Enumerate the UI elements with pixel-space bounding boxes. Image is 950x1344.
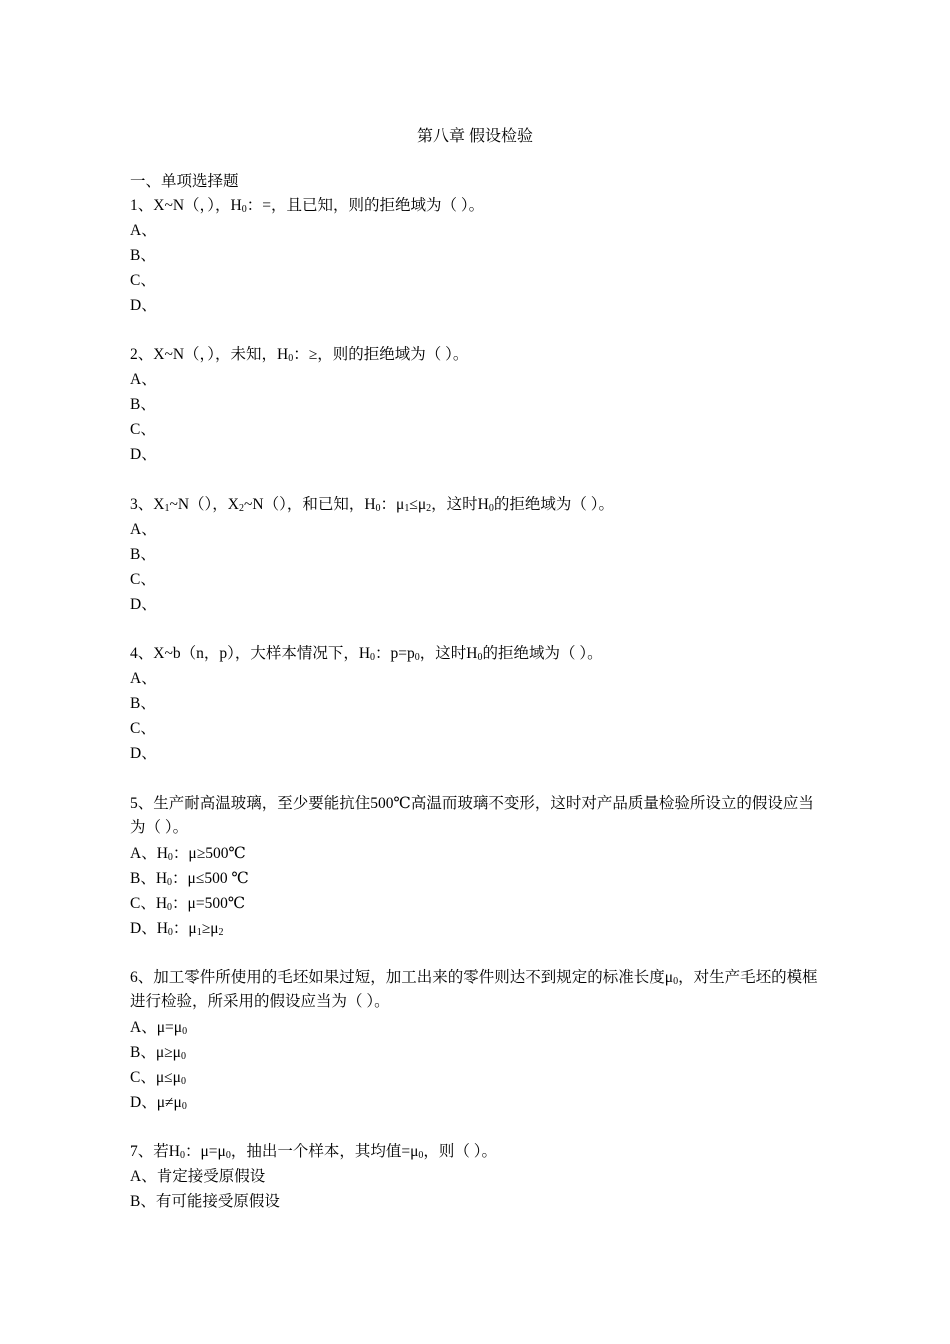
question-4-option-d: D、	[130, 745, 157, 762]
question-4-option-b: B、	[130, 695, 156, 712]
question-5-option-c: C、$H_0$：μ=500℃	[130, 895, 246, 913]
question-5-stem: 5、生产耐高温玻璃，至少要能抗住500℃高温而玻璃不变形，这时对产品质量检验所设立的假设应当为（ ）。	[130, 795, 814, 836]
question-4-stem: 4、X~b（n，p），大样本情况下，$H_0$：$p=p_0$，这时$H_0$的拒绝域为（ ）。	[130, 645, 603, 663]
question-4-option-a: A、	[130, 670, 157, 687]
chapter-title: 第八章 假设检验	[416, 128, 533, 145]
question-3-option-a: A、	[130, 521, 157, 538]
question-1-option-d: D、	[130, 297, 157, 314]
question-2-option-a: A、	[130, 371, 157, 388]
question-3-option-c: C、	[130, 571, 156, 588]
question-5-option-b: B、$H_0$：μ≤500 ℃	[130, 870, 249, 888]
question-5-option-d: D、$H_0$：$\mu_1\ge\mu_2$	[130, 920, 224, 938]
question-6-stem: 6、加工零件所使用的毛坯如果过短，加工出来的零件则达不到规定的标准长度$\mu_0$，对生产毛坯的模框进行检验，所采用的假设应当为（ ）。	[130, 969, 818, 1010]
question-6-option-a: A、$\mu=\mu_0$	[130, 1019, 188, 1037]
section-heading: 一、单项选择题	[130, 173, 239, 190]
question-4-option-c: C、	[130, 720, 156, 737]
question-2-option-d: D、	[130, 446, 157, 463]
question-6-option-b: B、$\mu\ge\mu_0$	[130, 1044, 186, 1062]
question-3-stem: 3、$X_1\sim N()$，$X_2\sim N()$，和已知，$H_0$：$\mu_1\le\mu_2$，这时$H_0$的拒绝域为（ ）。	[130, 496, 614, 514]
question-1-option-a: A、	[130, 222, 157, 239]
question-5-option-a: A、$H_0$：μ≥500℃	[130, 845, 246, 863]
question-7-stem: 7、若$H_0$：$\mu=\mu_0$，抽出一个样本，其均值$=\mu_0$，则（ ）。	[130, 1143, 498, 1161]
question-6-option-d: D、$\mu\ne\mu_0$	[130, 1094, 187, 1112]
question-2-option-c: C、	[130, 421, 156, 438]
question-1-option-c: C、	[130, 272, 156, 289]
question-3-option-d: D、	[130, 596, 157, 613]
question-2-stem: 2、X~N（，），未知，$H_0$：≥，则的拒绝域为（ ）。	[130, 346, 469, 364]
question-7-option-a: A、肯定接受原假设	[130, 1168, 266, 1185]
question-1-stem: 1、X~N（，），$H_0$：=，且已知，则的拒绝域为（ ）。	[130, 197, 485, 215]
question-2-option-b: B、	[130, 396, 156, 413]
question-3-option-b: B、	[130, 546, 156, 563]
question-6-option-c: C、$\mu\le\mu_0$	[130, 1069, 186, 1087]
question-1-option-b: B、	[130, 247, 156, 264]
question-7-option-b: B、有可能接受原假设	[130, 1193, 280, 1210]
